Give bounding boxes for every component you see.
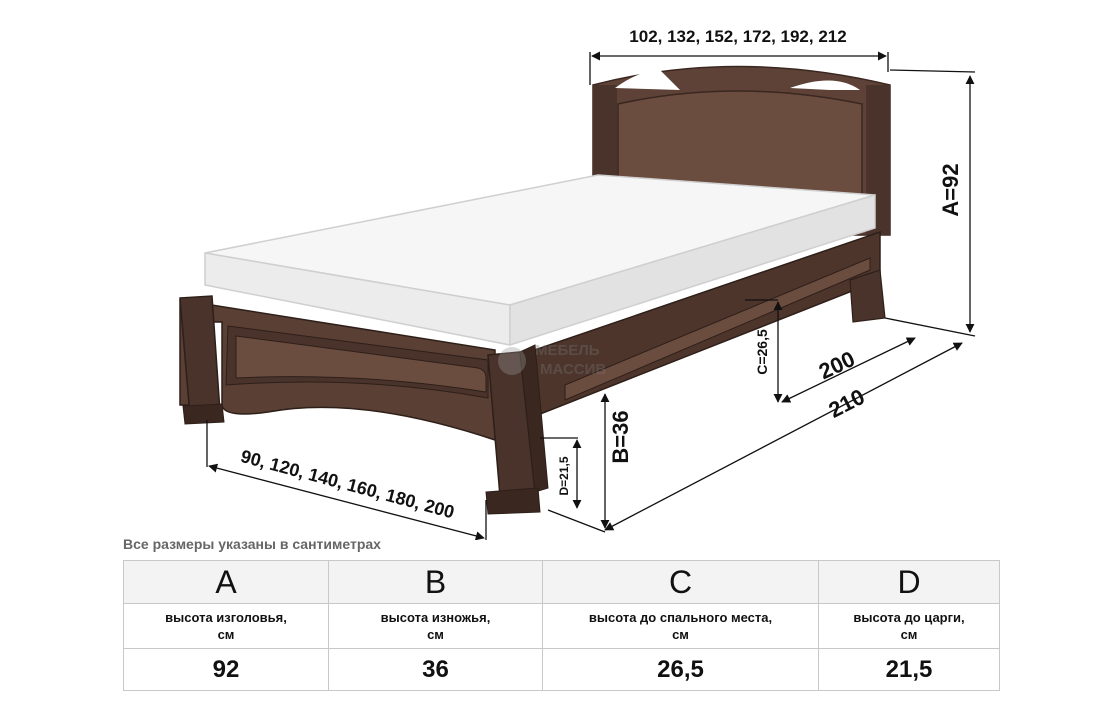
length-outer-label: 210 (824, 383, 869, 423)
value-b: 36 (329, 649, 543, 691)
descriptions-row (124, 604, 1000, 649)
values-row (124, 649, 1000, 691)
desc-b: высота изножья, см (329, 604, 543, 649)
svg-text:МЕБЕЛЬ: МЕБЕЛЬ (535, 342, 600, 359)
headboard-widths-label: 102, 132, 152, 172, 192, 212 (629, 27, 847, 46)
letter-d: D (819, 561, 1000, 604)
letter-a: A (124, 561, 329, 604)
letter-c: C (543, 561, 819, 604)
letters-row (124, 561, 1000, 604)
desc-a: высота изголовья, см (124, 604, 329, 649)
label-c: C=26,5 (754, 329, 770, 375)
desc-d: высота до царги, см (819, 604, 1000, 649)
value-c: 26,5 (543, 649, 819, 691)
value-a: 92 (124, 649, 329, 691)
label-a: A=92 (938, 163, 963, 217)
footboard-widths-label: 90, 120, 140, 160, 180, 200 (238, 446, 457, 523)
value-d: 21,5 (819, 649, 1000, 691)
dimensions-table (123, 560, 1000, 691)
desc-c: высота до спального места, см (543, 604, 819, 649)
label-b: B=36 (608, 410, 633, 464)
label-d: D=21,5 (557, 456, 571, 496)
units-note: Все размеры указаны в сантиметрах (123, 536, 381, 552)
length-inner-label: 200 (814, 346, 859, 385)
svg-text:МАССИВ: МАССИВ (540, 361, 607, 378)
letter-b: B (329, 561, 543, 604)
